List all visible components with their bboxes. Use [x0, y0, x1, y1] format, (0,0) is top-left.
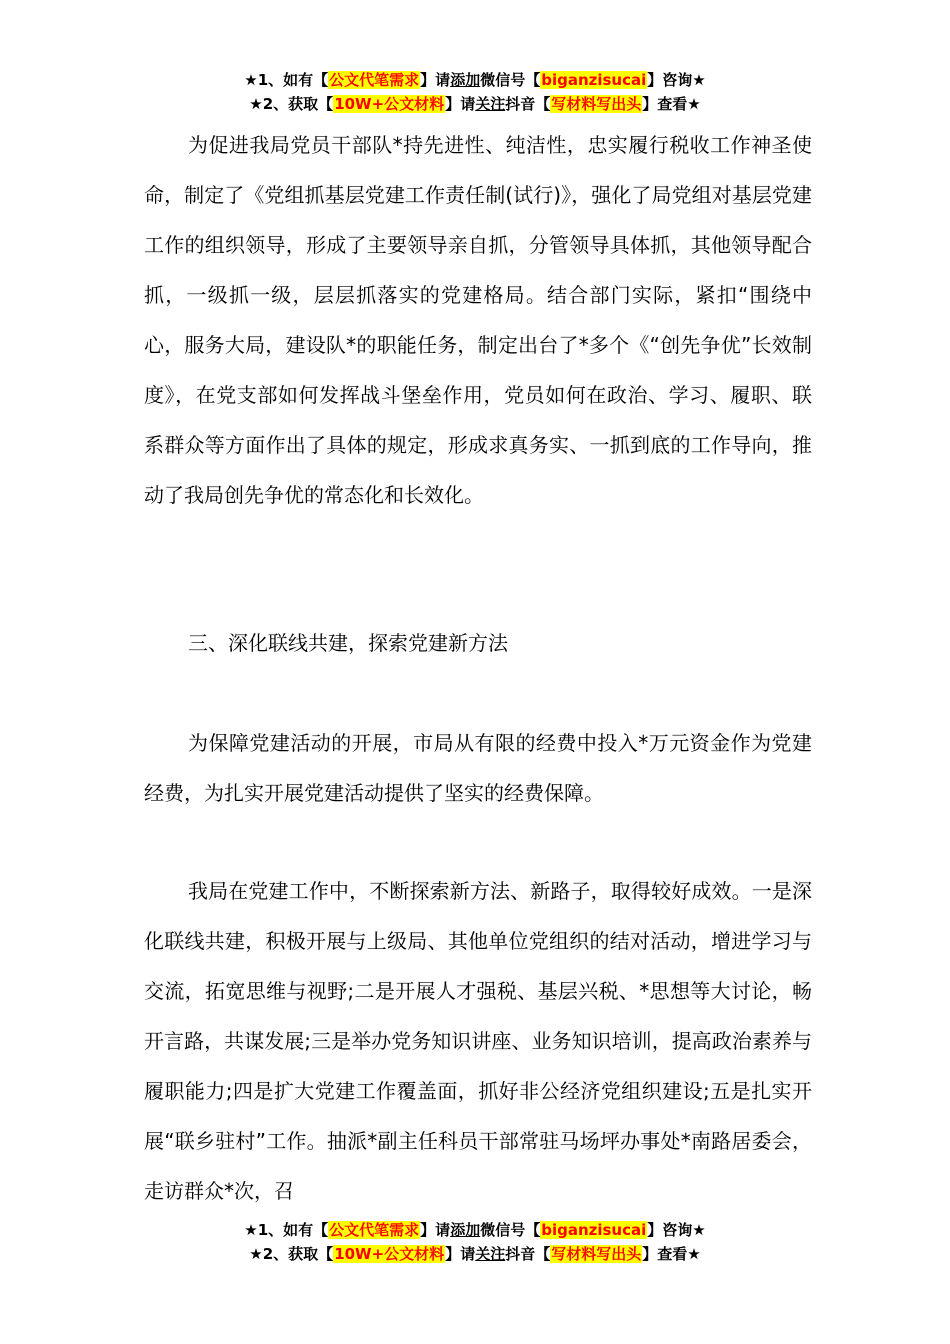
banner-text: 微信号【	[480, 71, 541, 89]
paragraph-party-building-responsibility: 为促进我局党员干部队*持先进性、纯洁性，忠实履行税收工作神圣使命，制定了《党组抓基层党建工作责任制(试行)》，强化了局党组对基层党建工作的组织领导，形成了主要领导亲自抓，分管领导具体抓，其他领导配合抓，一级抓一级，层层抓落实的党建格局。结合部门实际，紧扣“围绕中心，服务大局，建设队*的职能任务，制定出台了*多个《“创先争优”长效制度》，在党支部如何发挥战斗堡垒作用，党员如何在政治、学习、履职、联系群众等方面作出了具体的规定，形成求真务实、一抓到底的工作导向，推动了我局创先争优的常态化和长效化。	[144, 133, 812, 507]
banner-highlight: 写材料写出头	[551, 95, 642, 113]
banner-emphasis: 关注	[475, 95, 506, 113]
banner-highlight: 公文代笔需求	[329, 1221, 420, 1239]
banner-text: 】咨询★	[647, 71, 706, 89]
banner-highlight: 公文代笔需求	[329, 71, 420, 89]
header-ad-banner	[0, 68, 950, 116]
banner-text: 】请	[420, 71, 451, 89]
banner-text: 】咨询★	[647, 1221, 706, 1239]
banner-text: 】请	[445, 95, 476, 113]
banner-text: 】查看★	[642, 95, 701, 113]
banner-text: 】请	[420, 1221, 451, 1239]
banner-text: ★2、获取【	[249, 95, 334, 113]
banner-line-1	[0, 68, 950, 92]
section-heading: 三、深化联线共建，探索党建新方法	[188, 631, 508, 655]
banner-emphasis: 关注	[475, 1245, 506, 1263]
banner-highlight: biganzisucai	[541, 1221, 647, 1239]
banner-highlight: 10W+公文材料	[334, 95, 445, 113]
banner-highlight: 写材料写出头	[551, 1245, 642, 1263]
banner-line-2	[0, 1242, 950, 1266]
footer-ad-banner	[0, 1218, 950, 1266]
banner-text: 抖音【	[505, 95, 551, 113]
banner-emphasis: 添加	[450, 1221, 481, 1239]
paragraph-new-methods: 我局在党建工作中，不断探索新方法、新路子，取得较好成效。一是深化联线共建，积极开展与上级局、其他单位党组织的结对活动，增进学习与交流，拓宽思维与视野;二是开展人才强税、基层兴税、*思想等大讨论，畅开言路，共谋发展;三是举办党务知识讲座、业务知识培训，提高政治素养与履职能力;四是扩大党建工作覆盖面，抓好非公经济党组织建设;五是扎实开展“联乡驻村”工作。抽派*副主任科员干部常驻马场坪办事处*南路居委会，走访群众*次，召	[144, 879, 812, 1203]
banner-line-1	[0, 1218, 950, 1242]
banner-emphasis: 添加	[450, 71, 481, 89]
banner-text: ★2、获取【	[249, 1245, 334, 1263]
banner-text: 】请	[445, 1245, 476, 1263]
banner-text: 】查看★	[642, 1245, 701, 1263]
banner-text: ★1、如有【	[244, 71, 329, 89]
paragraph-funding: 为保障党建活动的开展，市局从有限的经费中投入*万元资金作为党建经费，为扎实开展党建活动提供了坚实的经费保障。	[144, 731, 812, 805]
banner-text: 抖音【	[505, 1245, 551, 1263]
banner-text: 微信号【	[480, 1221, 541, 1239]
banner-text: ★1、如有【	[244, 1221, 329, 1239]
banner-highlight: 10W+公文材料	[334, 1245, 445, 1263]
banner-highlight: biganzisucai	[541, 71, 647, 89]
banner-line-2	[0, 92, 950, 116]
